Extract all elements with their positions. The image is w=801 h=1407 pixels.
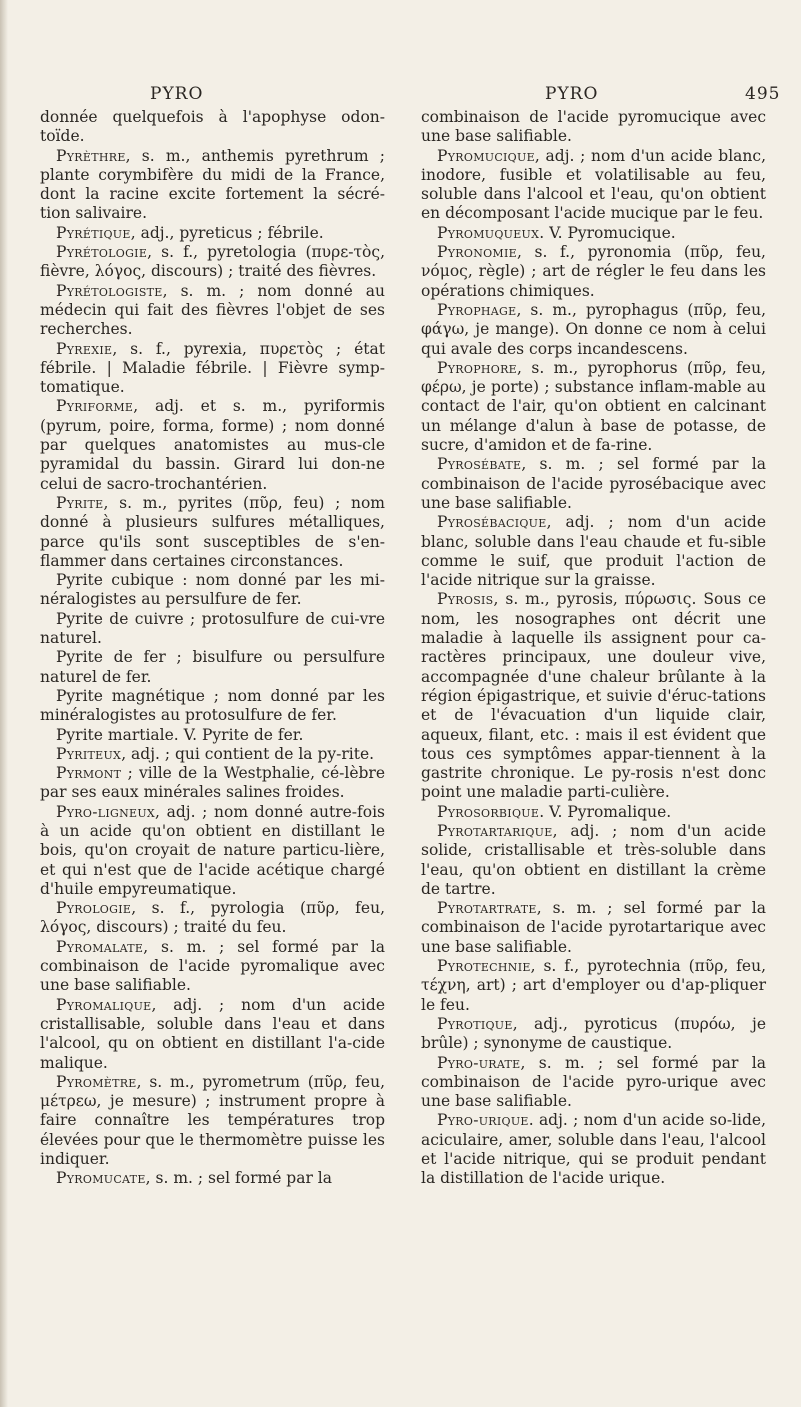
entry-headword: Pyrétique <box>56 223 131 242</box>
dictionary-entry <box>40 282 385 340</box>
dictionary-entry <box>421 455 766 513</box>
entry-text: , s. m. ; sel formé par la combinaison de l'acide pyrotartarique avec une base salifiable. <box>421 899 766 956</box>
entry-text: Pyrite magnétique ; nom donné par les minéralogistes au protosulfure de fer. <box>40 686 385 725</box>
dictionary-entry <box>421 359 766 455</box>
entry-text: , s. m., anthemis pyrethrum ; plante corymbifère du midi de la France, dont la racine excite fortement la sécré-tion salivaire. <box>40 146 385 223</box>
dictionary-entry <box>40 803 385 899</box>
dictionary-entry <box>421 243 766 301</box>
dictionary-entry <box>421 224 766 243</box>
dictionary-entry <box>421 899 766 957</box>
entry-headword: Pyrologie <box>56 899 132 918</box>
entry-headword: Pyrmont <box>56 764 122 783</box>
entry-text: Pyrite de fer ; bisulfure ou persulfure naturel de fer. <box>40 648 385 686</box>
entry-headword: Pyrotartarique <box>437 821 553 840</box>
dictionary-entry <box>40 764 385 803</box>
dictionary-entry <box>40 687 385 726</box>
right-column <box>421 108 766 1189</box>
entry-text: Pyrite cubique : nom donné par les mi-néralogistes au persulfure de fer. <box>40 571 385 609</box>
entry-text: , s. m. ; sel formé par la combinaison de l'acide pyro-urique avec une base salifiable. <box>421 1053 766 1111</box>
dictionary-entry <box>421 1054 766 1112</box>
entry-headword: Pyromalate <box>56 937 144 956</box>
entry-headword: Pyrexie <box>56 339 113 358</box>
entry-text: , s. m., pyrophorus (πῦρ, feu, φέρω, je porte) ; substance inflam-mable au contact de l'air, qu'on obtient en calcinant un mélange d'alun à base de potasse, de sucre, d'amidon et de fa-rine. <box>421 358 766 455</box>
entry-headword: Pyrosébate <box>437 455 522 474</box>
entry-headword: Pyrosis <box>437 590 494 609</box>
entry-headword: Pyrétologiste <box>56 281 163 300</box>
dictionary-entry <box>40 108 385 147</box>
entry-text: . V. Pyromalique. <box>539 802 672 821</box>
entry-text: , s. m., pyrophagus (πῦρ, feu, φάγω, je mange). On donne ce nom à celui qui avale des corps incandescens. <box>421 300 766 358</box>
page-edge-shadow <box>0 0 8 1407</box>
entry-text: . V. Pyromucique. <box>539 223 676 242</box>
dictionary-entry <box>421 301 766 359</box>
entry-text: , adj. ; nom d'un acide solide, cristallisable et très-soluble dans l'eau, qu'on obtient en distillant la crème de tartre. <box>421 821 766 898</box>
entry-headword: Pyriforme <box>56 397 134 416</box>
left-column <box>40 108 385 1189</box>
dictionary-entry <box>40 996 385 1073</box>
entry-headword: Pyrosébacique <box>437 513 547 532</box>
entry-headword: Pyromucique <box>437 146 535 165</box>
entry-headword: Pyro-ligneux <box>56 802 156 821</box>
dictionary-entry <box>40 1073 385 1169</box>
entry-text: , s. m. ; nom donné au médecin qui fait des fièvres l'objet de ses recherches. <box>40 281 385 339</box>
entry-headword: Pyrophage <box>437 300 517 319</box>
entry-headword: Pyrotechnie <box>437 957 531 976</box>
dictionary-entry <box>421 1015 766 1054</box>
entry-headword: Pyrotique <box>437 1014 513 1033</box>
entry-headword: Pyriteux <box>56 744 122 763</box>
dictionary-entry <box>40 571 385 610</box>
entry-headword: Pyromètre <box>56 1072 137 1091</box>
entry-text: , s. f., pyrexia, πυρετὸς ; état fébrile. | Maladie fébrile. | Fièvre symp-tomatique. <box>40 339 385 397</box>
entry-text: , s. m. ; sel formé par la combinaison de l'acide pyromalique avec une base salifiable. <box>40 937 385 995</box>
dictionary-entry <box>40 745 385 764</box>
dictionary-entry <box>40 224 385 243</box>
dictionary-entry <box>40 1169 385 1188</box>
dictionary-entry <box>40 494 385 571</box>
entry-text: , s. f., pyrologia (πῦρ, feu, λόγος, discours) ; traité du feu. <box>40 899 385 937</box>
entry-text: Pyrite martiale. V. Pyrite de fer. <box>56 725 304 744</box>
page-number: 495 <box>745 84 781 104</box>
dictionary-entry <box>421 822 766 899</box>
dictionary-entry <box>40 938 385 996</box>
dictionary-entry <box>421 513 766 590</box>
entry-text: , s. m. ; sel formé par la <box>145 1169 333 1188</box>
entry-text: , s. f., pyretologia (πυρε-τὸς, fièvre, λόγος, discours) ; traité des fièvres. <box>40 243 385 281</box>
entry-headword: Pyrétologie <box>56 243 148 262</box>
entry-text: . adj. ; nom d'un acide so-lide, aciculaire, amer, soluble dans l'eau, l'alcool et l'acide nitrique, qui se produit pendant la distillation de l'acide urique. <box>421 1111 766 1188</box>
dictionary-entry <box>421 957 766 1015</box>
dictionary-entry <box>421 590 766 802</box>
dictionary-entry <box>40 147 385 224</box>
entry-text: combinaison de l'acide pyromucique avec une base salifiable. <box>421 108 766 146</box>
entry-text: Pyrite de cuivre ; protosulfure de cui-vre naturel. <box>40 609 385 648</box>
dictionary-entry <box>421 147 766 224</box>
running-head-left: PYRO <box>150 84 204 104</box>
dictionary-entry <box>40 648 385 687</box>
entry-text: , adj. ; qui contient de la py-rite. <box>121 744 375 763</box>
entry-headword: Pyrite <box>56 493 104 512</box>
entry-text: , s. m. ; sel formé par la combinaison de l'acide pyrosébacique avec une base salifiable. <box>421 455 766 512</box>
entry-text: , s. m., pyrometrum (πῦρ, feu, μέτρεω, je mesure) ; instrument propre à faire connaître les températures trop élevées pour que le thermomètre puisse les indiquer. <box>40 1072 385 1169</box>
entry-headword: Pyronomie <box>437 243 517 262</box>
dictionary-entry <box>40 610 385 649</box>
entry-text: , adj. ; nom donné autre-fois à un acide qu'on obtient en distillant le bois, qu'on croyait de nature particu-lière, et qui n'est que de l'acide acétique chargé d'huile empyreumatique. <box>40 802 385 898</box>
dictionary-entry <box>421 1111 766 1188</box>
entry-text: , adj. ; nom d'un acide blanc, inodore, fusible et volatilisable au feu, soluble dans l'alcool et l'eau, qu'on obtient en décomposant l'acide mucique par le feu. <box>421 146 766 223</box>
entry-text: , adj. ; nom d'un acide blanc, soluble dans l'eau chaude et fu-sible comme le suif, que produit l'action de l'acide nitrique sur la graisse. <box>421 513 766 590</box>
dictionary-entry <box>421 108 766 147</box>
entry-text: donnée quelquefois à l'apophyse odon-toïde. <box>40 108 385 146</box>
entry-headword: Pyro-urique <box>437 1111 529 1130</box>
entry-headword: Pyromuqueux <box>437 223 540 242</box>
entry-headword: Pyromucate <box>56 1169 146 1188</box>
entry-text: , adj. et s. m., pyriformis (pyrum, poire, forma, forme) ; nom donné par quelques anatomistes au mus-cle pyramidal du bassin. Girard lui don-ne celui de sacro-trochantérien. <box>40 397 385 493</box>
entry-text: , s. f., pyronomia (πῦρ, feu, νόμος, règle) ; art de régler le feu dans les opérations chimiques. <box>421 243 766 300</box>
dictionary-entry <box>40 243 385 282</box>
entry-text: , s. m., pyrites (πῦρ, feu) ; nom donné à plusieurs sulfures métalliques, parce qu'ils sont susceptibles de s'en-flammer dans certaines circonstances. <box>40 493 385 570</box>
entry-text: , adj., pyroticus (πυρόω, je brûle) ; synonyme de caustique. <box>421 1014 766 1053</box>
entry-headword: Pyromalique <box>56 995 152 1014</box>
entry-text: ; ville de la Westphalie, cé-lèbre par ses eaux minérales salines froides. <box>40 764 385 802</box>
entry-text: , s. f., pyrotechnia (πῦρ, feu, τέχνη, art) ; art d'employer ou d'ap-pliquer le feu. <box>421 957 766 1014</box>
dictionary-entry <box>40 726 385 745</box>
running-head-right: PYRO <box>545 84 599 104</box>
dictionary-entry <box>40 899 385 938</box>
entry-headword: Pyrophore <box>437 358 518 377</box>
entry-headword: Pyrèthre <box>56 146 126 165</box>
dictionary-entry <box>421 803 766 822</box>
entry-text: , s. m., pyrosis, πύρωσις. Sous ce nom, les nosographes ont décrit une maladie à laquelle ils assignent pour ca-ractères principaux, une douleur vive, accompagnée d'une chaleur brûlante à la région épigastrique, et suivie d'éruc-tations et de l'évacuation d'un liquide clair, aqueux, filant, etc. : mais il est évident que tous ces symptômes appar-tiennent à la gastrite chronique. Le py-rosis n'est donc point une maladie parti-culière. <box>421 590 766 802</box>
entry-headword: Pyrotartrate <box>437 899 537 918</box>
entry-text: , adj., pyreticus ; fébrile. <box>130 223 324 242</box>
dictionary-entry <box>40 340 385 398</box>
entry-text: , adj. ; nom d'un acide cristallisable, soluble dans l'eau et dans l'alcool, qu on obtient en distillant l'a-cide malique. <box>40 995 385 1072</box>
entry-headword: Pyrosorbique <box>437 802 540 821</box>
entry-headword: Pyro-urate <box>437 1053 521 1072</box>
dictionary-entry <box>40 397 385 493</box>
